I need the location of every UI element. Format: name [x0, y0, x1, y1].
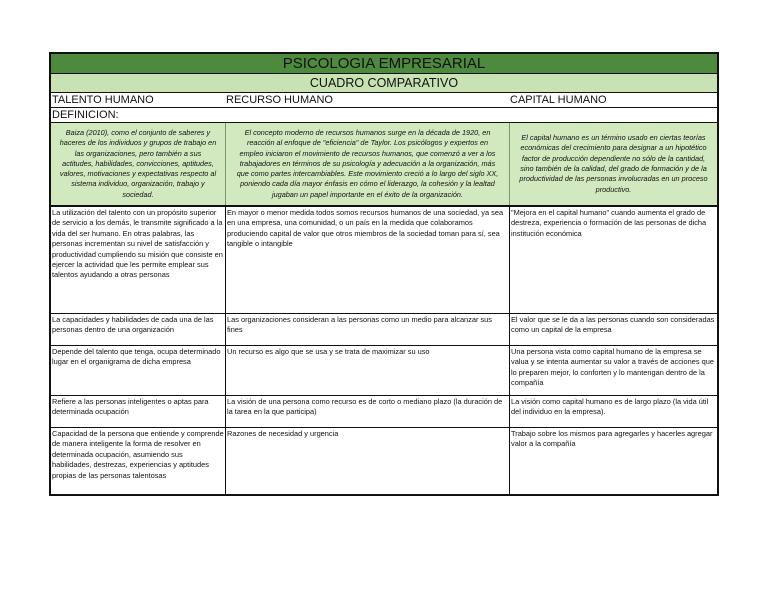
header-capital-humano: CAPITAL HUMANO	[510, 94, 607, 106]
cell-recurso: Las organizaciones consideran a las personas como un medio para alcanzar sus fines	[225, 314, 509, 345]
cell-talento: La capacidades y habilidades de cada una de las personas dentro de una organización	[52, 315, 214, 335]
table-subtitle: CUADRO COMPARATIVO	[51, 74, 717, 93]
table-row	[51, 314, 717, 346]
header-recurso-humano: RECURSO HUMANO	[226, 94, 333, 106]
cell-recurso: Razones de necesidad y urgencia	[225, 428, 509, 494]
comparison-table	[49, 52, 719, 496]
cell-recurso: En mayor o menor medida todos somos recursos humanos de una sociedad, ya sea en una empresa, una comunidad, o un país en la medida que colaboramos produciendo capital de valor que otros miembros de la sociedad toman para sí, sea tangible o intangible	[225, 207, 509, 313]
table-title: PSICOLOGIA EMPRESARIAL	[51, 54, 717, 74]
cell-capital: La visión como capital humano es de largo plazo (la vida útil del individuo en la empresa).	[509, 396, 717, 427]
cell-recurso: Un recurso es algo que se usa y se trata de maximizar su uso	[225, 346, 509, 395]
header-talento-humano: TALENTO HUMANO	[52, 94, 154, 106]
definition-row	[51, 123, 717, 207]
table-row	[51, 346, 717, 396]
table-row	[51, 428, 717, 494]
column-headers	[51, 93, 717, 108]
cell-talento: Depende del talento que tenga, ocupa determinado lugar en el organigrama de dicha empresa	[52, 347, 221, 367]
cell-talento: La utilización del talento con un propósito superior de servicio a los demás, le transmite significado a la vida del ser humano. En otras palabras, las personas incrementan su nivel de satisfacción y productividad cumpliendo su misión que consiste en ejercer la actividad que les permite emplear sus talentos ayudando a otras personas	[52, 208, 223, 280]
table-row	[51, 207, 717, 314]
cell-capital: El valor que se le da a las personas cuando son consideradas como un capital de la empresa	[509, 314, 717, 345]
cell-recurso: La visión de una persona como recurso es de corto o mediano plazo (la duración de la tarea en la que participa)	[225, 396, 509, 427]
table-row	[51, 396, 717, 428]
cell-capital: Trabajo sobre los mismos para agregarles y hacerles agregar valor a la compañía	[509, 428, 717, 494]
definition-capital: El capital humano es un término usado en ciertas teorías económicas del crecimiento para designar a un hipotético factor de producción dependiente no sólo de la cantidad, sino también de la calidad, del grado de formación y de la productividad de las personas involucradas en un proceso productivo.	[509, 123, 717, 205]
cell-talento: Capacidad de la persona que entiende y comprende de manera inteligente la forma de resolver en determinada ocupación, asumiendo sus habilidades, destrezas, experiencias y aptitudes propias de las personas talentosas	[52, 429, 224, 480]
cell-capital: Una persona vista como capital humano de la empresa se valua y se intenta aumentar su valor a través de acciones que lo preparen mejor, lo conforten y lo mantengan dentro de la compañía	[509, 346, 717, 395]
definition-talento: Baiza (2010), como el conjunto de saberes y haceres de los individuos y grupos de trabajo en las organizaciones, pero también a sus actitudes, habilidades, convicciones, aptitudes, valores, motivaciones y expectativas respecto al sistema individuo, organización, trabajo y sociedad.	[59, 127, 217, 199]
cell-capital: "Mejora en el capital humano" cuando aumenta el grado de destreza, experiencia o formación de las personas de dicha institución económica	[509, 207, 717, 313]
cell-talento: Refiere a las personas inteligentes o aptas para determinada ocupación	[52, 397, 209, 417]
definition-label: DEFINICION:	[51, 108, 717, 123]
definition-recurso: El concepto moderno de recursos humanos surge en la década de 1920, en reacción al enfoque de "eficiencia" de Taylor. Los psicólogos y expertos en empleo iniciaron el movimiento de recursos humanos, que comenzó a ver a los trabajadores en términos de su psicología y adecuación a la organización, más que como partes intercambiables. Este movimiento creció a lo largo del siglo XX, poniendo cada día mayor énfasis en cómo el liderazgo, la cohesión y la lealtad jugaban un papel importante en el éxito de la organización.	[225, 123, 509, 205]
